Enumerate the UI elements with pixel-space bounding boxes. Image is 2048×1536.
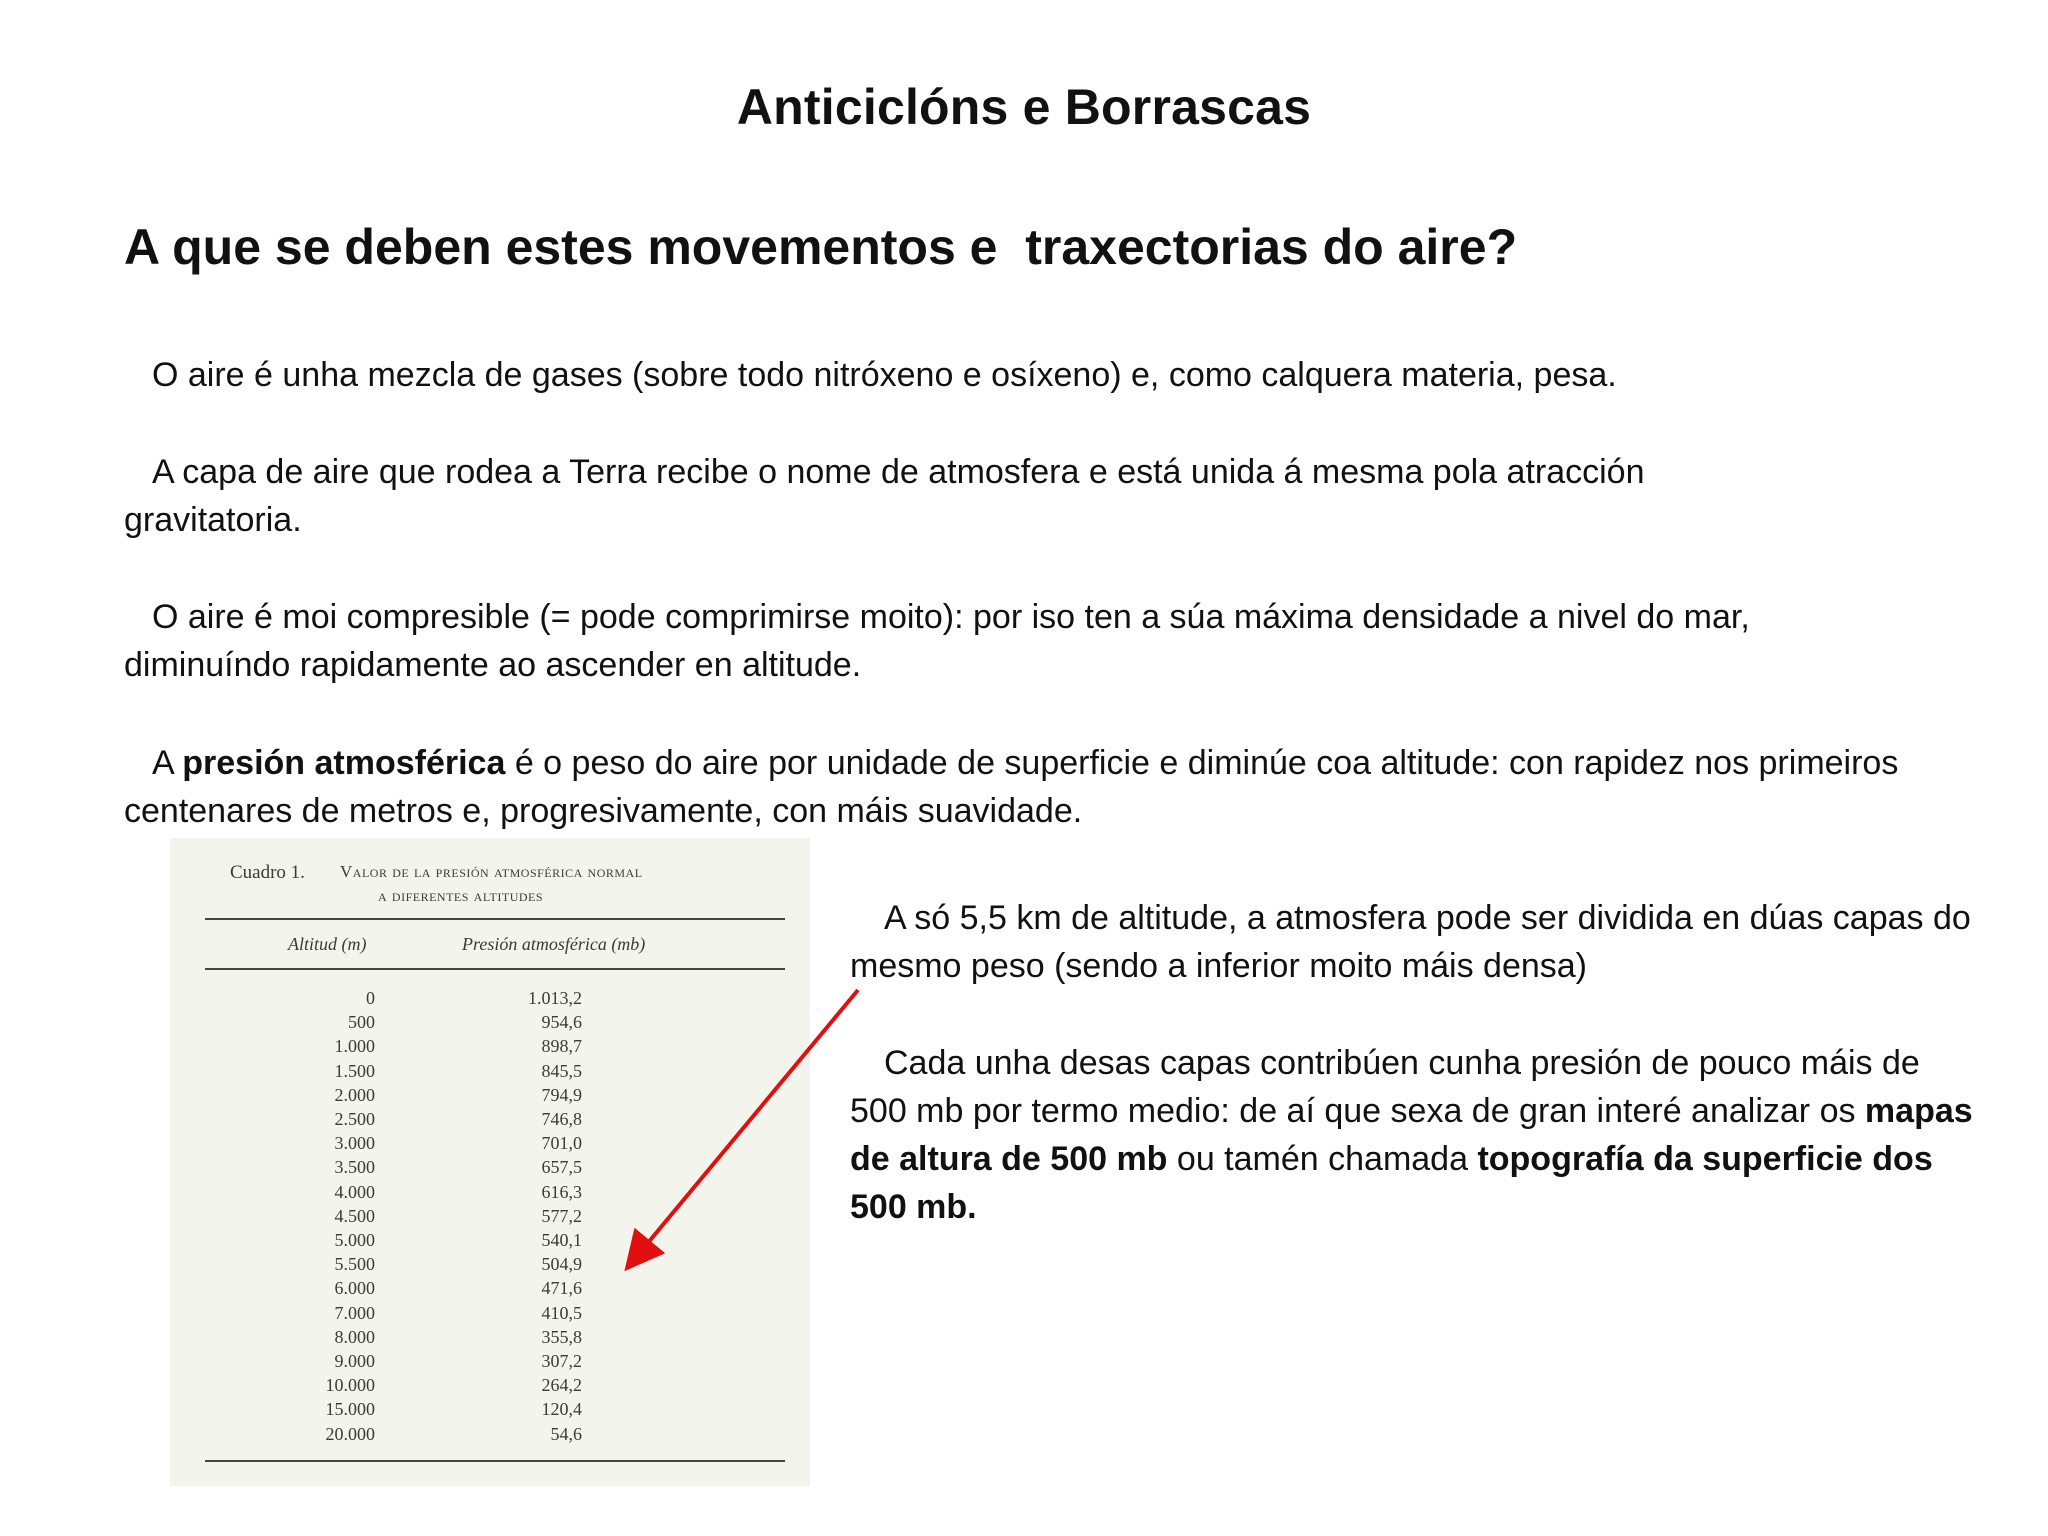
table-cell-altitude: 7.000 — [334, 1302, 375, 1323]
table-cell-altitude: 6.000 — [334, 1278, 375, 1299]
table-cell-altitude: 0 — [366, 988, 375, 1008]
table-cell-pressure: 898,7 — [541, 1036, 582, 1057]
paragraph-two-layers: A só 5,5 km de altitude, a atmosfera pode ser dividida en dúas capas do mesmo peso (sendo a inferior moito máis densa) — [850, 899, 1971, 985]
table-cell-altitude: 10.000 — [325, 1375, 375, 1396]
table-cell-pressure: 746,8 — [541, 1109, 582, 1129]
pressure-prefix: A — [152, 744, 183, 782]
table-cell-altitude: 5.000 — [334, 1230, 375, 1250]
paragraph-atmosphere: A capa de aire que rodea a Terra recibe o nome de atmosfera e está unida á mesma pola atracción gravitatoria. — [124, 453, 1645, 539]
paragraph-compressibility: O aire é moi compresible (= pode comprimirse moito): por iso ten a súa máxima densidade a nivel do mar, diminuíndo rapidamente ao ascender en altitude. — [124, 598, 1750, 684]
table-cell-altitude: 500 — [348, 1012, 375, 1033]
table-cell-pressure: 577,2 — [541, 1205, 582, 1226]
table-cell-pressure: 794,9 — [541, 1084, 582, 1105]
table-cell-altitude: 3.000 — [334, 1133, 375, 1154]
table-cell-altitude: 8.000 — [334, 1326, 375, 1347]
paragraph-composition: O aire é unha mezcla de gases (sobre todo nitróxeno e osíxeno) e, como calquera materia, pesa. — [152, 356, 1617, 394]
table-cell-altitude: 3.500 — [334, 1157, 375, 1178]
table-cell-altitude: 1.500 — [334, 1060, 375, 1081]
table-cell-pressure: 471,6 — [541, 1278, 582, 1299]
pressure-term: presión atmosférica — [182, 744, 506, 782]
table-header-altitude: Altitud (m) — [288, 934, 367, 954]
table-cell-pressure: 504,9 — [541, 1254, 582, 1275]
500mb-connector: ou tamén chamada — [1167, 1140, 1478, 1178]
table-cell-altitude: 2.000 — [334, 1084, 375, 1105]
table-cell-altitude: 1.000 — [334, 1036, 375, 1057]
table-cell-pressure: 307,2 — [541, 1351, 582, 1371]
section-heading: A que se deben estes movementos e traxectorias do aire? — [124, 219, 1518, 275]
table-caption-line2: a diferentes altitudes — [378, 886, 544, 905]
table-cell-altitude: 4.500 — [334, 1205, 375, 1226]
table-cell-altitude: 9.000 — [334, 1351, 375, 1371]
table-cell-pressure: 701,0 — [541, 1133, 582, 1154]
pressure-definition: é o peso do aire por unidade de superficie e diminúe coa altitude: con rapidez nos primeiros centenares de metros e, progresivamente, con máis suavidade. — [124, 744, 1899, 830]
table-cell-altitude: 4.000 — [334, 1181, 375, 1202]
table-cell-pressure: 845,5 — [541, 1060, 582, 1081]
table-cell-pressure: 540,1 — [541, 1230, 582, 1250]
table-cell-pressure: 1.013,2 — [528, 988, 582, 1008]
table-cell-altitude: 20.000 — [325, 1423, 375, 1444]
500mb-maps-term: mapas de altura de 500 mb — [850, 1092, 1973, 1178]
table-cell-pressure: 355,8 — [541, 1326, 582, 1347]
table-cell-altitude: 5.500 — [334, 1254, 375, 1275]
table-cell-pressure: 657,5 — [541, 1157, 582, 1178]
table-cell-pressure: 410,5 — [541, 1302, 582, 1323]
500mb-intro: Cada unha desas capas contribúen cunha presión de pouco máis de 500 mb por termo medio: de aí que sexa de gran interé analizar os — [850, 1044, 1920, 1130]
arrow-line — [632, 990, 858, 1262]
table-cell-altitude: 15.000 — [325, 1399, 375, 1420]
slide-title: Anticiclóns e Borrascas — [736, 79, 1312, 135]
table-cell-pressure: 616,3 — [541, 1181, 582, 1202]
500mb-topography-term: topografía da superficie dos 500 mb. — [850, 1140, 1933, 1226]
table-cell-pressure: 264,2 — [541, 1375, 582, 1396]
table-cell-pressure: 54,6 — [550, 1423, 582, 1444]
table-cell-pressure: 954,6 — [541, 1012, 582, 1033]
table-header-pressure: Presión atmosférica (mb) — [462, 934, 646, 954]
table-caption-prefix: Cuadro 1. — [230, 862, 305, 883]
table-cell-pressure: 120,4 — [541, 1399, 582, 1420]
table-caption-line1: Valor de la presión atmosférica normal — [340, 862, 643, 881]
table-cell-altitude: 2.500 — [334, 1109, 375, 1129]
